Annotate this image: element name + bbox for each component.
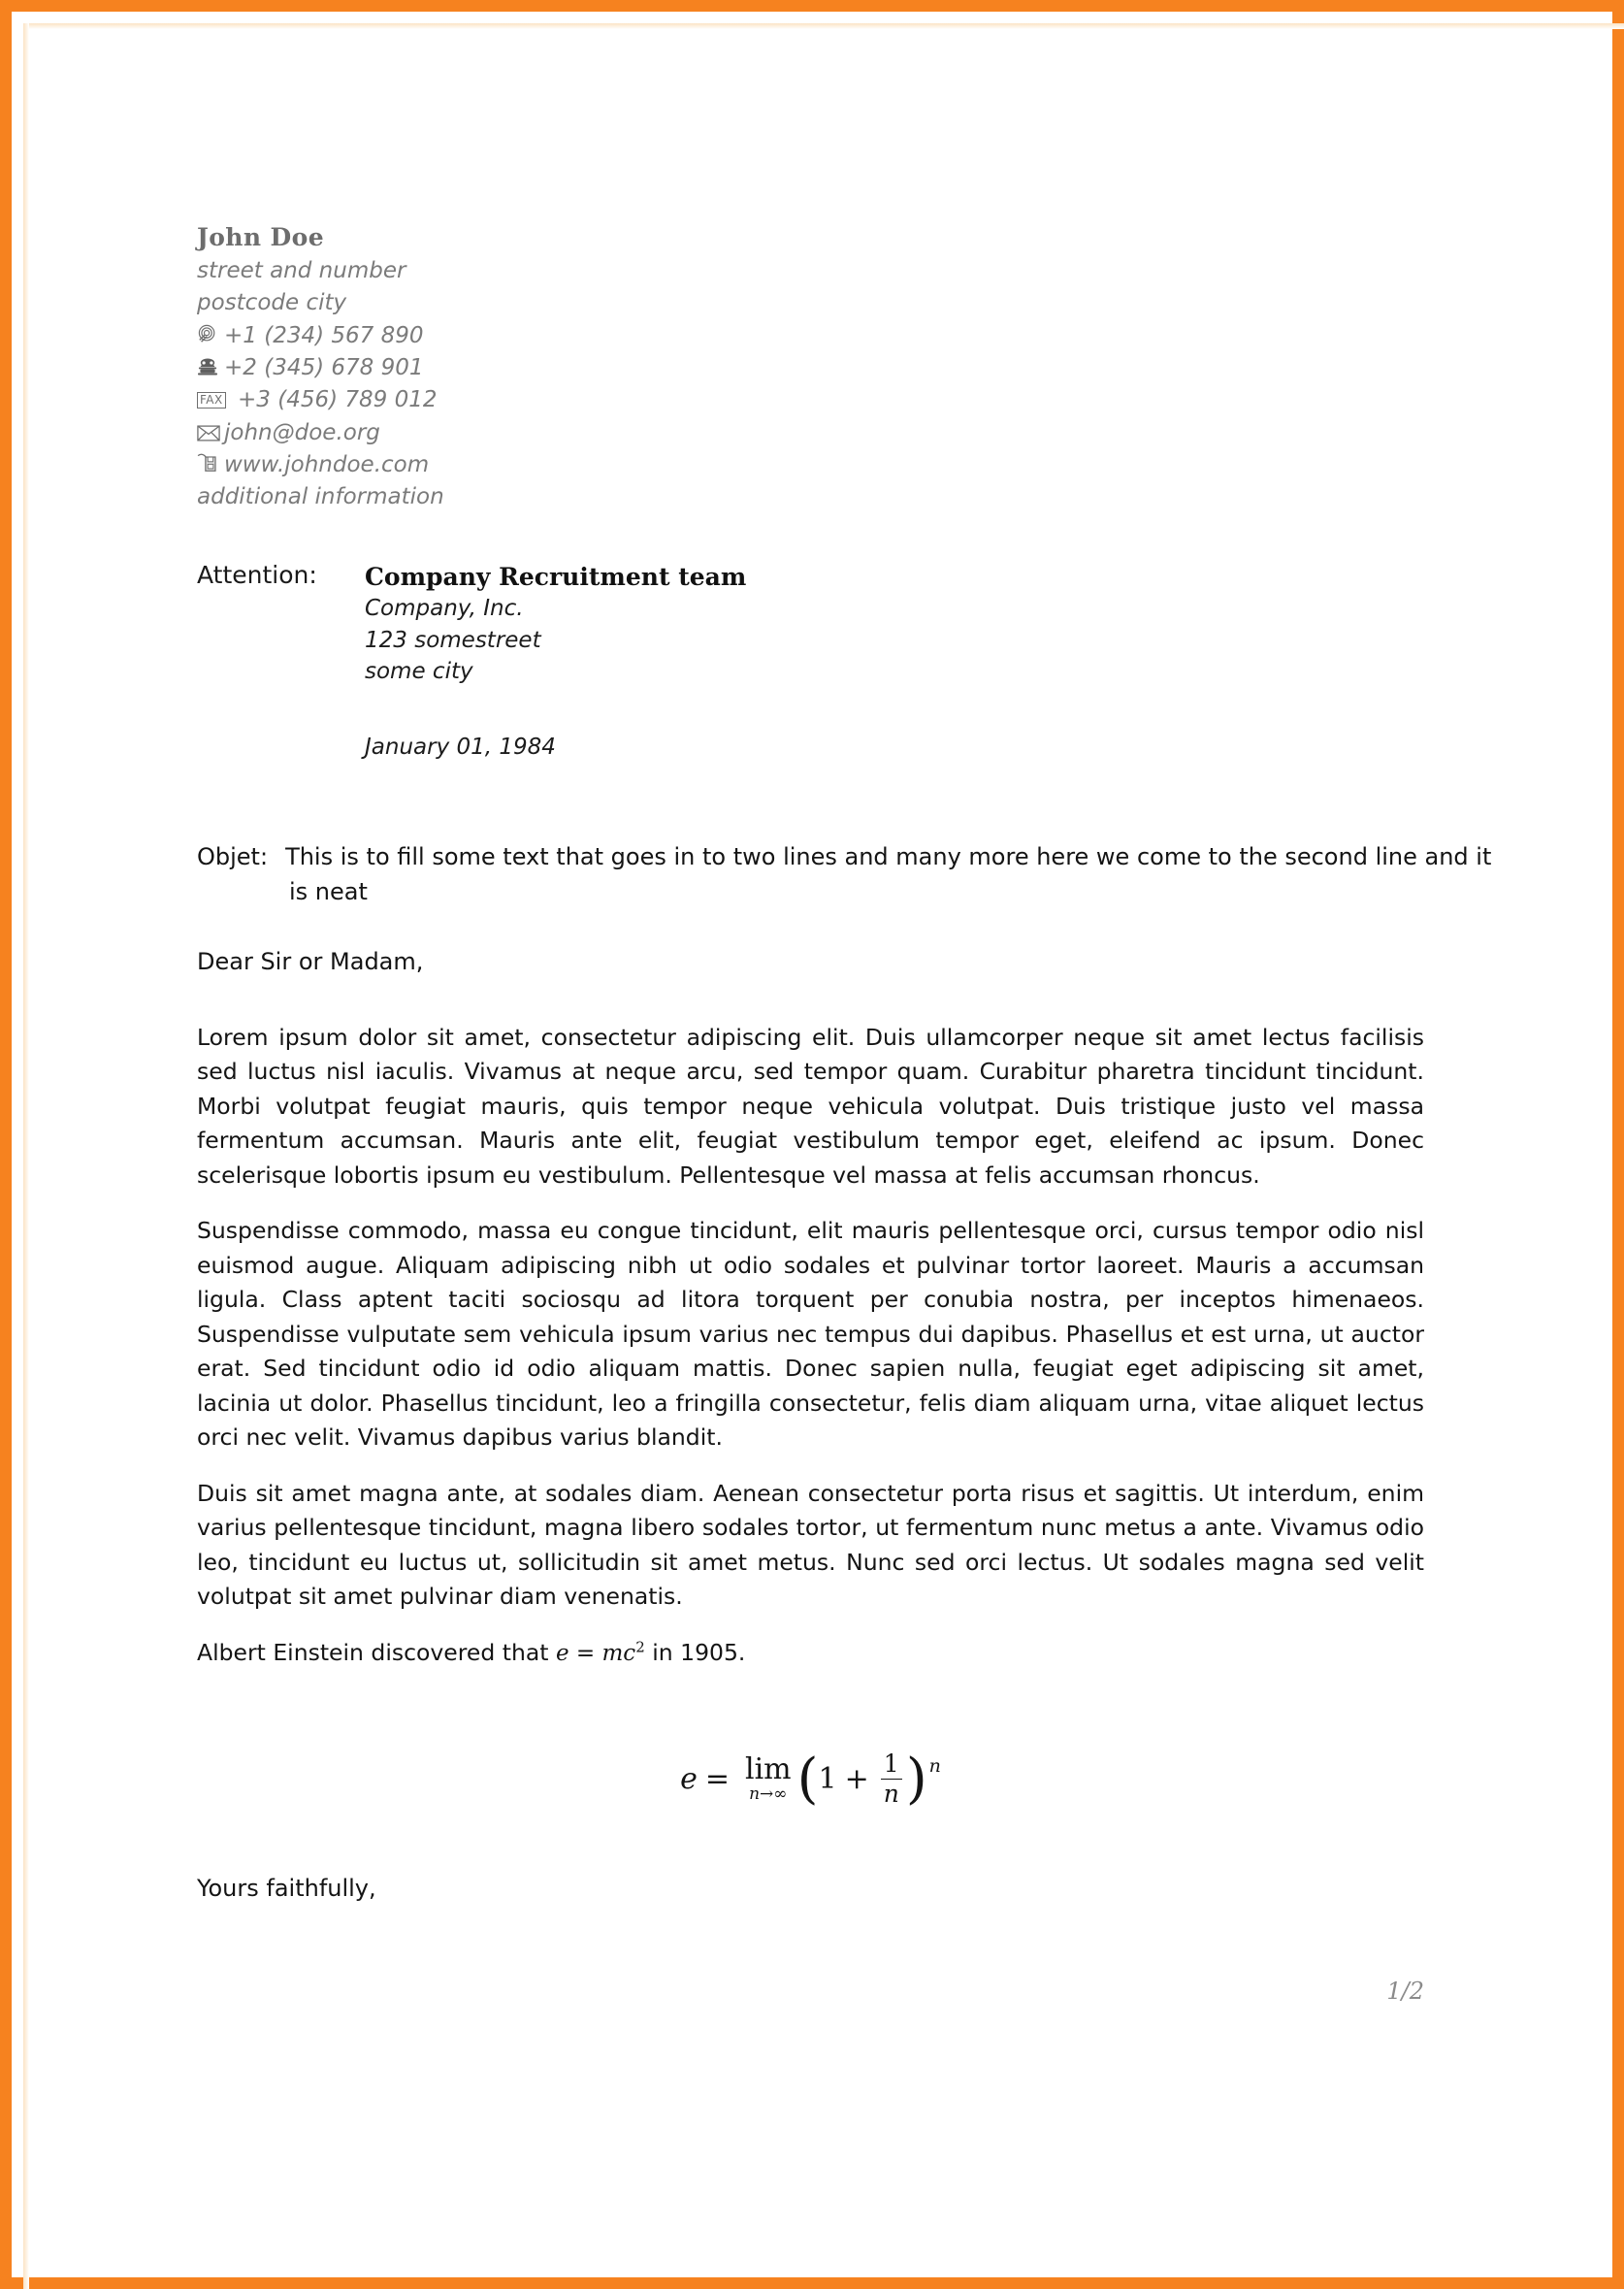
computer-icon — [197, 449, 224, 481]
equation-limit — [744, 1752, 792, 1804]
sender-extra: additional information — [197, 484, 444, 510]
attention-label: Attention: — [197, 561, 317, 589]
equation-plus: + — [844, 1762, 869, 1796]
recipient-company: Company, Inc. — [365, 596, 524, 621]
sender-block — [197, 221, 740, 514]
page-border-bottom — [0, 2277, 1624, 2289]
fax-icon: FAX — [197, 384, 238, 416]
page-number: 1/2 — [1386, 1978, 1424, 2005]
sender-homepage: www.johndoe.com — [224, 452, 430, 478]
letter-date: January 01, 1984 — [365, 734, 556, 760]
equation-lim-label: lim — [744, 1752, 792, 1786]
sender-street: street and number — [197, 258, 406, 283]
equation-operator: = — [704, 1762, 730, 1796]
body-paragraph-3: Duis sit amet magna ante, at sodales diam. Aenean consectetur porta risus et sagittis. Ut interdum, enim varius pellentesque tincidunt, magna libero sodales tortor, ut fermentum nunc metus a ante. Vivamus odio leo, tincidunt eu luctus ut, sollicitudin sit amet metus. Nunc sed orci lectus. Ut sodales magna sed velit volutpat sit amet pulvinar diam venenatis. — [197, 1479, 1424, 1611]
sender-phone-line — [197, 352, 740, 384]
mobile-phone-icon — [197, 320, 224, 352]
sender-city: postcode city — [197, 290, 347, 316]
equation-fraction — [881, 1751, 902, 1807]
equation-lhs: e — [680, 1762, 698, 1796]
recipient-address — [365, 561, 1070, 688]
sender-homepage-line — [197, 449, 740, 481]
sender-name: John Doe — [197, 223, 325, 251]
body-paragraph-einstein — [197, 1636, 1424, 1671]
einstein-mc: mc — [601, 1640, 636, 1666]
einstein-inline-formula — [555, 1638, 645, 1666]
sender-email: john@doe.org — [224, 419, 380, 445]
paper-edge-top — [23, 23, 1624, 29]
sender-fax-line — [197, 384, 740, 416]
equation-lim-subscript: n→∞ — [749, 1784, 788, 1804]
sender-email-line — [197, 417, 740, 449]
recipient-street: 123 somestreet — [365, 627, 541, 653]
telephone-icon — [197, 352, 224, 384]
envelope-icon — [197, 417, 224, 449]
sender-phone: +2 (345) 678 901 — [224, 355, 424, 381]
recipient-block — [197, 561, 1070, 760]
subject-label: Objet: — [197, 843, 269, 870]
einstein-e: e — [555, 1640, 569, 1666]
subject-text: This is to fill some text that goes in to two lines and many more here we come to the second line and it is neat — [285, 843, 1492, 905]
einstein-equals: = — [575, 1640, 596, 1666]
einstein-exponent: 2 — [635, 1638, 645, 1656]
equation-one: 1 — [818, 1762, 837, 1796]
equation-paren-close: ) — [905, 1748, 927, 1812]
equation-paren-open: ( — [796, 1748, 819, 1812]
subject-line — [197, 840, 1516, 909]
einstein-prefix: Albert Einstein discovered that — [197, 1638, 549, 1666]
paper-edge-left — [23, 23, 29, 2289]
salutation: Dear Sir or Madam, — [197, 948, 424, 975]
sender-fax: +3 (456) 789 012 — [238, 387, 438, 413]
equation-exponent: n — [928, 1755, 941, 1777]
closing-salutation: Yours faithfully, — [197, 1875, 376, 1902]
equation-fraction-denominator: n — [883, 1780, 899, 1808]
recipient-city: some city — [365, 659, 473, 685]
page-border-top — [0, 0, 1624, 12]
display-equation — [197, 1748, 1424, 1812]
sender-mobile: +1 (234) 567 890 — [224, 322, 424, 348]
sender-mobile-line — [197, 320, 740, 352]
body-paragraph-2: Suspendisse commodo, massa eu congue tincidunt, elit mauris pellentesque orci, cursus tempor odio nisl euismod augue. Aliquam adipiscing nibh ut odio sodales et pulvinar tortor laoreet. Mauris a accumsan ligula. Class aptent taciti sociosqu ad litora torquent per conubia nostra, per inceptos himenaeos. Suspendisse vulputate sem vehicula ipsum varius nec tempus dui dapibus. Phasellus et est urna, ut auctor erat. Sed tincidunt odio id odio aliquam mattis. Donec sapien nulla, feugiat eget adipiscing sit amet, lacinia ut dolor. Phasellus tincidunt, leo a fringilla consectetur, felis diam aliquam urna, vitae aliquet lectus orci nec velit. Vivamus dapibus varius blandit. — [197, 1217, 1424, 1452]
recipient-name: Company Recruitment team — [365, 563, 747, 591]
page-border-right — [1612, 0, 1624, 2289]
einstein-suffix: in 1905. — [652, 1638, 746, 1666]
body-paragraph-1: Lorem ipsum dolor sit amet, consectetur adipiscing elit. Duis ullamcorper neque sit amet lectus facilisis sed luctus nisl iaculis. Vivamus at neque arcu, sed tempor quam. Curabitur pharetra tincidunt tincidunt. Morbi volutpat feugiat mauris, quis tempor neque vehicula volutpat. Duis tristique justo vel massa fermentum accumsan. Mauris ante elit, feugiat vestibulum tempor eget, eleifend ac ipsum. Donec scelerisque lobortis ipsum eu vestibulum. Pellentesque vel massa at felis accumsan rhoncus. — [197, 1024, 1424, 1189]
equation-fraction-numerator: 1 — [883, 1749, 899, 1778]
page-border-left — [0, 0, 12, 2289]
letter-body — [197, 1021, 1424, 1670]
equation-expression — [680, 1748, 941, 1812]
